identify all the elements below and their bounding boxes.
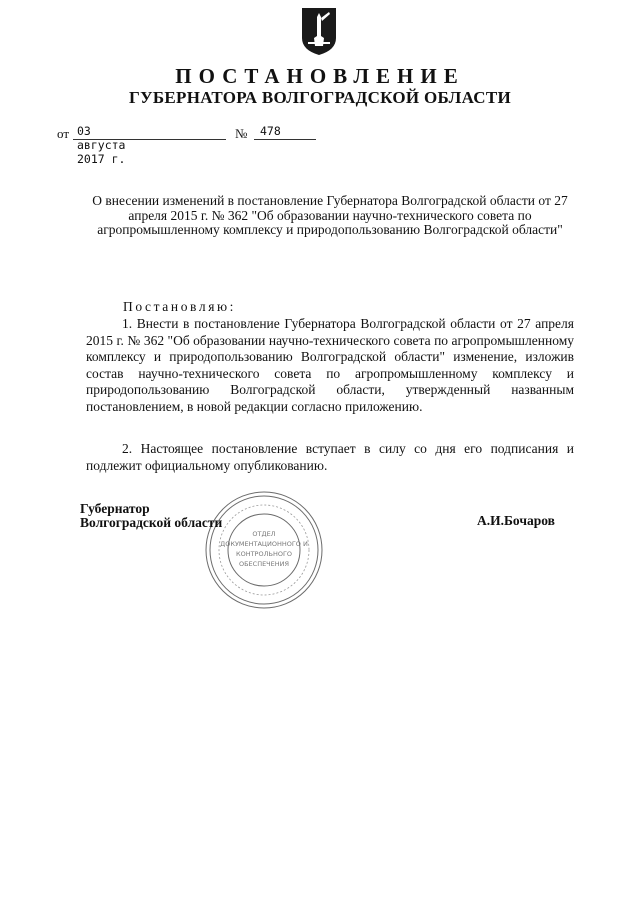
signature-title-line-2: Волгоградской области <box>80 515 223 530</box>
date-value: 03 августа 2017 г. <box>77 124 126 166</box>
stamp-line-4: ОБЕСПЕЧЕНИЯ <box>238 560 290 568</box>
date-label: от <box>57 126 70 141</box>
number-underline <box>254 139 316 140</box>
signature-title <box>80 502 222 530</box>
number-value: 478 <box>260 124 281 138</box>
signature-name: А.И.Бочаров <box>477 513 555 528</box>
document-subtitle: ГУБЕРНАТОРА ВОЛГОГРАДСКОЙ ОБЛАСТИ <box>128 88 512 107</box>
stamp-line-3: КОНТРОЛЬНОГО <box>235 550 293 558</box>
coat-of-arms-icon <box>300 6 338 56</box>
number-label: № <box>235 126 248 141</box>
stamp-line-2: ДОКУМЕНТАЦИОННОГО И <box>220 540 308 548</box>
document-title: ПОСТАНОВЛЕНИЕ <box>175 64 465 88</box>
paragraph-1: 1. Внести в постановление Губернатора Волгоградской области от 27 апреля 2015 г. № 362 "Об образовании научно-технического совета по агропромышленному комплексу и природопользованию Волгоградской области" изменение, изложив состав научно-технического совета по агропромышленному комплексу и природопользованию Волгоградской области, утвержденный названным постановлением, в новой редакции согласно приложению. <box>86 316 574 414</box>
date-underline <box>73 139 226 140</box>
document-subject: О внесении изменений в постановление Губернатора Волгоградской области от 27 апреля 2015 г. № 362 "Об образовании научно-технического совета по агропромышленному комплексу и природопользованию Волгоградской области" <box>92 193 568 237</box>
paragraph-2: 2. Настоящее постановление вступает в силу со дня его подписания и подлежит официальному опубликованию. <box>86 441 574 473</box>
signature-title-line-1: Губернатор <box>80 501 150 516</box>
decree-word: Постановляю: <box>123 299 237 314</box>
stamp-line-1: ОТДЕЛ <box>252 530 276 538</box>
